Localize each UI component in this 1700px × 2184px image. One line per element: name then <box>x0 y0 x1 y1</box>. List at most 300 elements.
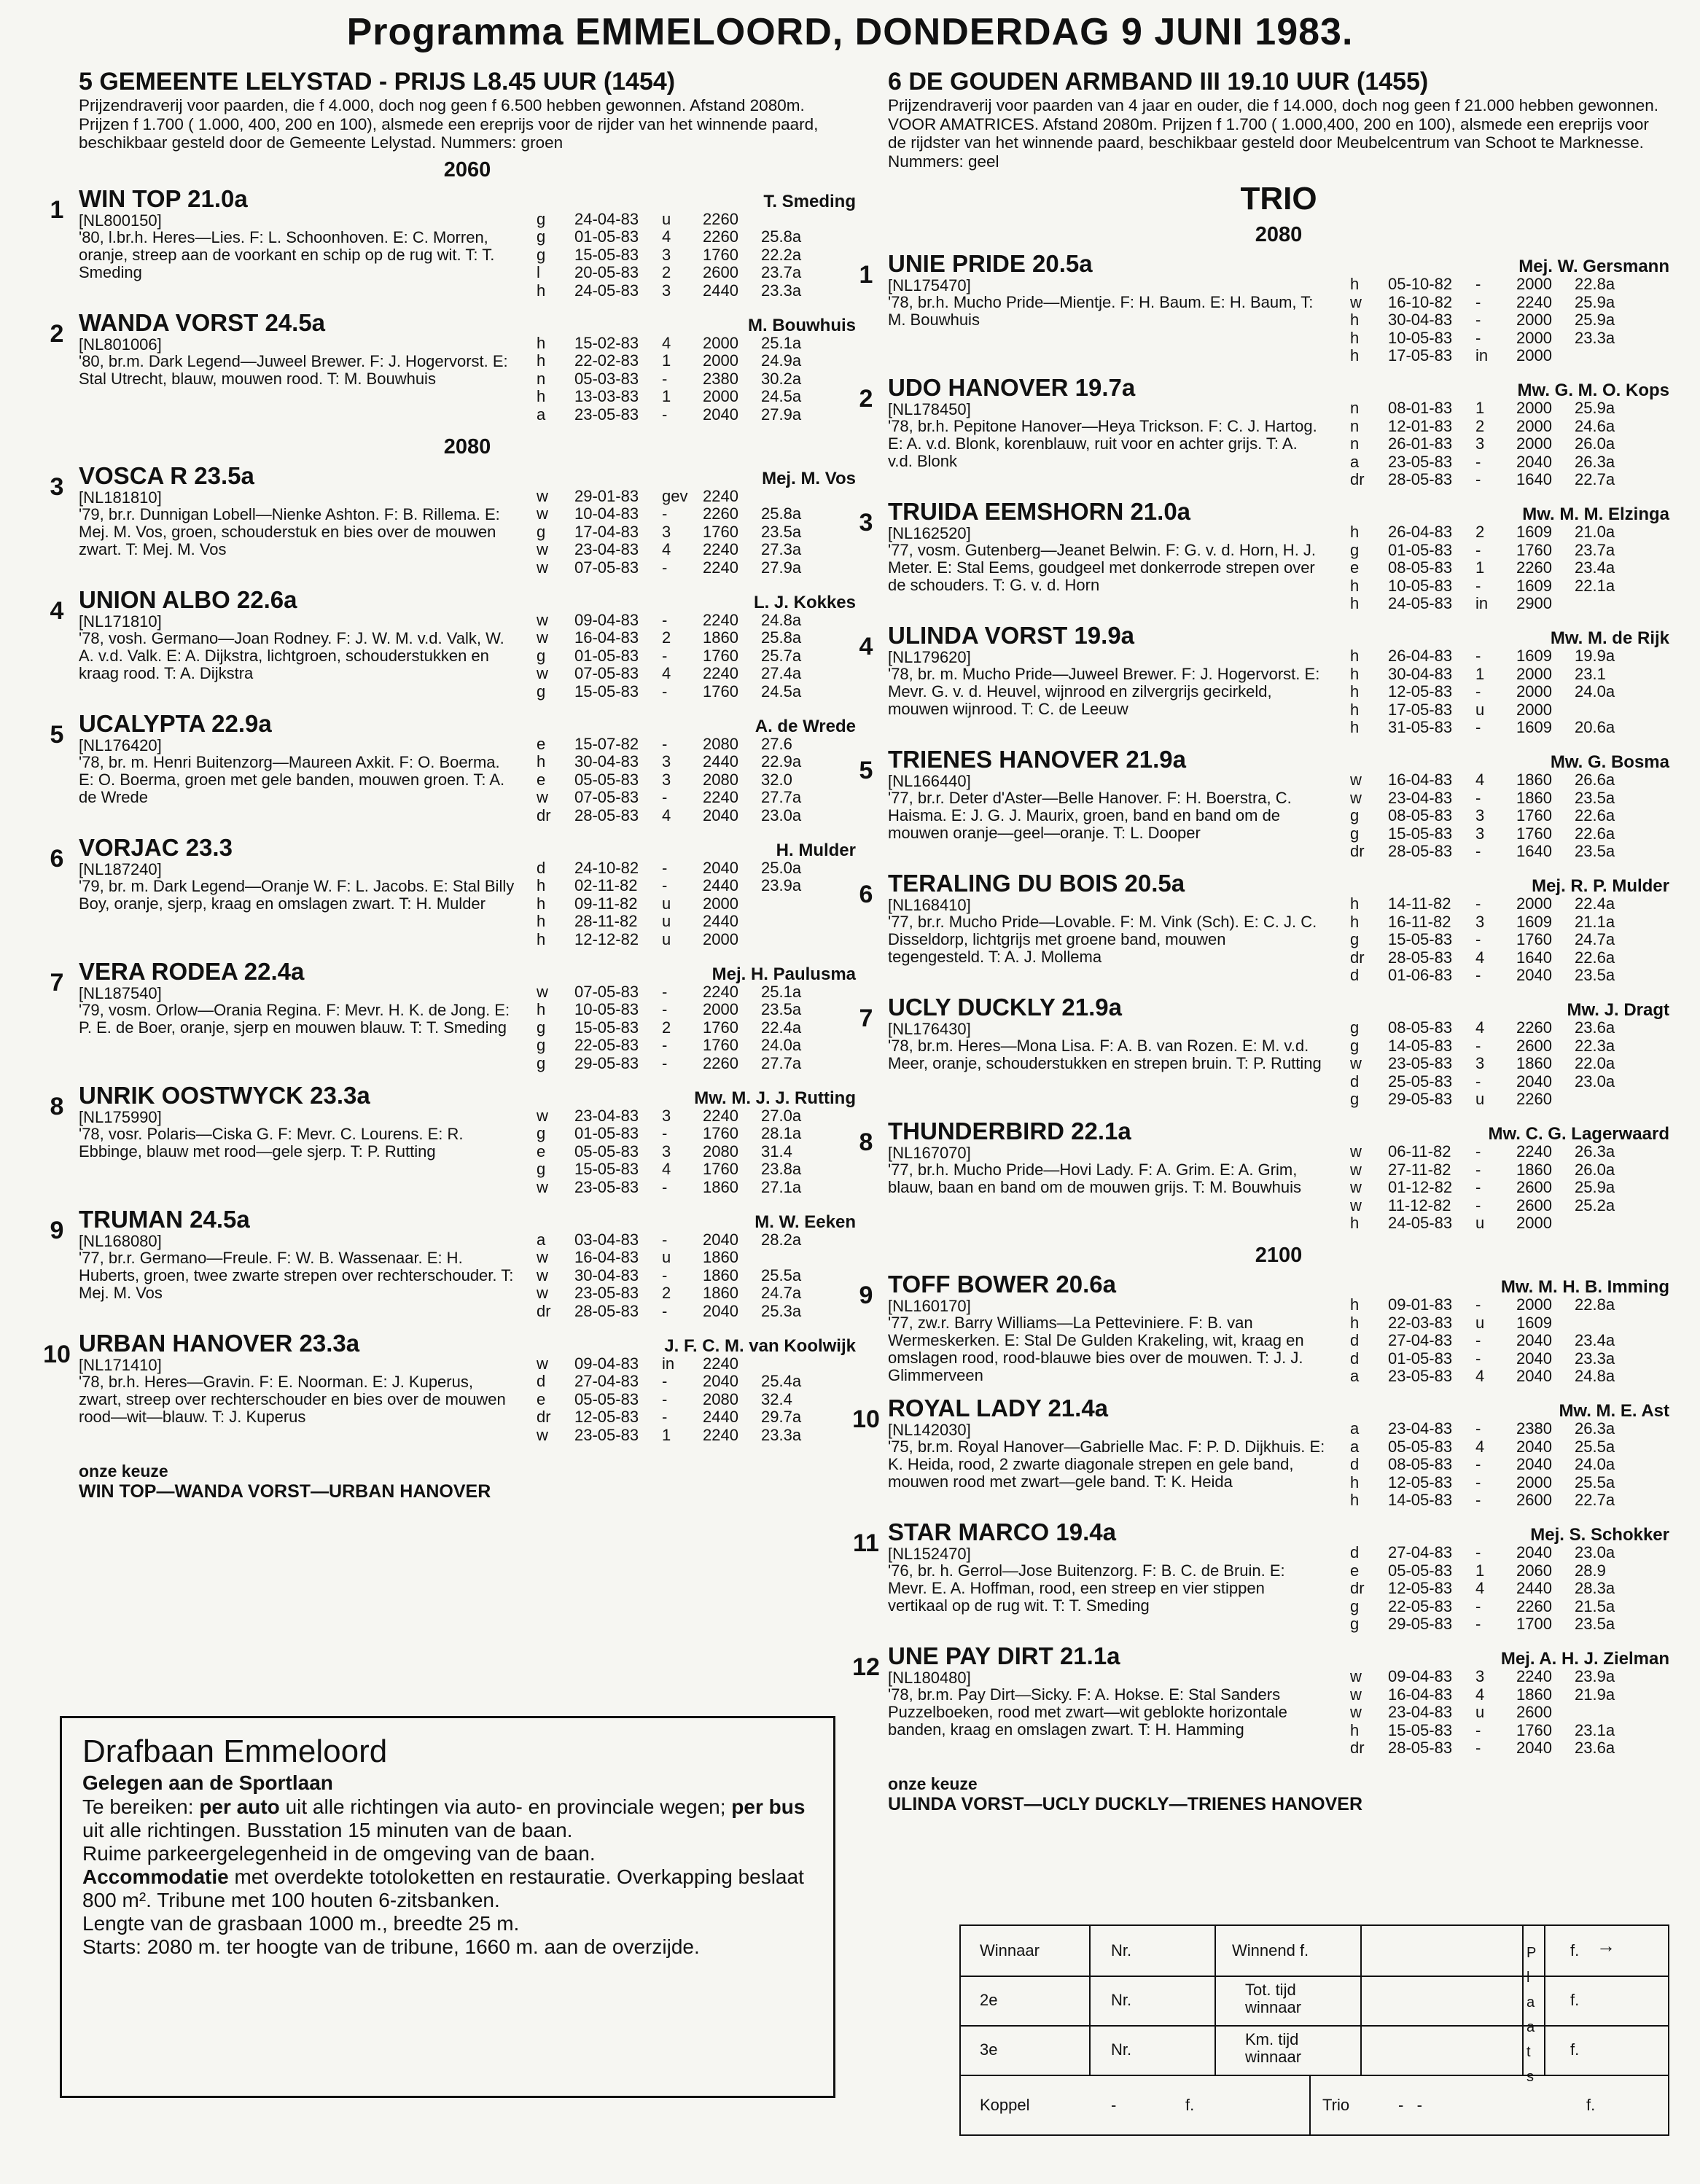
placing: - <box>1475 328 1481 347</box>
race-date: 09-11-82 <box>574 894 638 913</box>
result-row <box>1350 1314 1669 1333</box>
track-code: d <box>1350 1072 1360 1091</box>
placing: 3 <box>662 1142 671 1161</box>
driver-name: Mej. S. Schokker <box>1530 1525 1669 1545</box>
placing: - <box>662 504 668 523</box>
result-row <box>1350 1197 1669 1215</box>
driver-name: A. de Wrede <box>755 716 856 736</box>
placing: - <box>1475 1295 1481 1314</box>
result-row <box>1350 1296 1669 1314</box>
registration: [NL187540] <box>79 983 162 1002</box>
placing: - <box>1475 1160 1481 1179</box>
horse-name: TRUIDA EEMSHORN 21.0a <box>888 498 1191 525</box>
race-date: 08-05-83 <box>1388 806 1453 824</box>
horse-entry <box>859 498 1669 618</box>
result-row <box>537 983 856 1002</box>
race-date: 05-05-83 <box>574 770 639 789</box>
race-date: 25-05-83 <box>1388 1072 1453 1091</box>
driver-name: Mw. G. Bosma <box>1550 752 1669 772</box>
race-distance: 2240 <box>703 1354 738 1373</box>
driver-name: Mw. M. H. B. Imming <box>1500 1277 1669 1297</box>
race-time <box>761 1249 834 1267</box>
race-date: 02-11-82 <box>574 876 638 894</box>
race-time: 23.3a <box>761 1425 802 1444</box>
race-time: 23.6a <box>1575 1018 1615 1037</box>
results-list <box>1350 1668 1669 1758</box>
entry-number: 11 <box>853 1529 879 1557</box>
race-distance: 2240 <box>703 1106 738 1125</box>
entry-number: 10 <box>43 1340 71 1368</box>
race-distance: 1760 <box>703 1036 738 1054</box>
race-distance: 1760 <box>703 646 738 665</box>
race-time: 23.1 <box>1575 664 1606 683</box>
race-date: 23-04-83 <box>574 540 639 558</box>
race-time: 25.3a <box>761 1301 802 1320</box>
race-date: 05-05-83 <box>574 1142 639 1161</box>
race-date: 30-04-83 <box>1388 664 1453 683</box>
race-date: 14-11-82 <box>1388 894 1451 913</box>
placing: in <box>1475 594 1489 612</box>
keuze-label: onze keuze <box>888 1774 978 1793</box>
placing: 3 <box>1475 806 1485 824</box>
placing: - <box>1475 292 1481 311</box>
placing: 2 <box>1475 416 1485 435</box>
placing: 4 <box>1475 1579 1485 1597</box>
race-time: 23.0a <box>761 806 802 824</box>
race-date: 24-04-83 <box>574 209 639 228</box>
race-distance: 1860 <box>703 1284 738 1302</box>
results-list <box>1350 399 1669 489</box>
race-distance: 2040 <box>703 806 738 824</box>
track-code: g <box>537 245 546 264</box>
text: Accommodatie <box>82 1865 229 1888</box>
horse-entry <box>50 308 856 429</box>
third-label: 3e <box>980 2040 998 2059</box>
race-distance: 2240 <box>703 982 738 1001</box>
race-distance: 2240 <box>703 1425 738 1444</box>
result-row <box>537 505 856 523</box>
result-row <box>1350 1214 1669 1233</box>
distance-heading: 2080 <box>443 434 491 459</box>
result-row <box>537 1161 856 1179</box>
placing: - <box>662 1372 668 1390</box>
result-row <box>1350 843 1669 861</box>
result-row <box>537 352 856 370</box>
race-time: 24.8a <box>1575 1367 1615 1385</box>
result-row <box>537 1427 856 1445</box>
placing: 2 <box>662 1018 671 1037</box>
race-distance: 2000 <box>703 929 738 948</box>
horse-description: '79, br.r. Dunnigan Lobell—Nienke Ashton. F: B. Rillema. E: Mej. M. Vos, groen, schouderstuk en bies over de mouwen zwart. T: Mej. M. Vos <box>79 504 500 558</box>
placing: gev <box>662 486 688 505</box>
track-code: g <box>1350 1036 1360 1055</box>
race-title: 5 GEMEENTE LELYSTAD - PRIJS L8.45 UUR (1454) <box>79 68 676 95</box>
result-row <box>1350 1739 1669 1758</box>
placing: 1 <box>1475 558 1485 577</box>
race-time: 26.0a <box>1575 1160 1615 1179</box>
result-row <box>537 1303 856 1321</box>
race-time: 22.8a <box>1575 1295 1615 1314</box>
registration: [NL162520] <box>888 524 971 542</box>
race-distance: 2240 <box>703 558 738 577</box>
divider <box>1544 2025 1668 2027</box>
nr-label: Nr. <box>1111 1941 1132 1959</box>
race-time: 27.0a <box>761 1106 802 1125</box>
results-list <box>1350 1420 1669 1510</box>
track-code: e <box>537 1142 546 1161</box>
placing: - <box>662 558 668 577</box>
driver-name: Mw. M. M. Elzinga <box>1522 504 1669 524</box>
placing: 3 <box>1475 434 1485 453</box>
race-distance: 1640 <box>1516 470 1552 488</box>
race-distance: 2080 <box>703 1142 738 1161</box>
race-distance: 2440 <box>1516 1579 1552 1597</box>
registration: [NL168080] <box>79 1231 162 1250</box>
race-5-column <box>43 67 856 1502</box>
track-code: n <box>1350 416 1360 435</box>
placing: 3 <box>1475 1054 1485 1072</box>
result-row <box>537 1037 856 1055</box>
race-distance: 2000 <box>703 387 738 405</box>
track-code: w <box>1350 788 1362 807</box>
race-distance: 2080 <box>703 770 738 789</box>
registration: [NL187240] <box>79 859 162 878</box>
race-date: 23-04-83 <box>1388 788 1453 807</box>
horse-name: UCALYPTA 22.9a <box>79 709 272 737</box>
results-list <box>537 211 856 300</box>
tot-tijd-label: Tot. tijd winnaar <box>1245 1981 1302 2016</box>
track-code: d <box>1350 1455 1360 1473</box>
registration: [NL142030] <box>888 1421 971 1439</box>
track-code: d <box>537 1372 546 1390</box>
entry-number: 5 <box>859 757 873 784</box>
race-distance: 2040 <box>703 858 738 877</box>
result-row <box>537 665 856 683</box>
race-date: 15-05-83 <box>574 245 639 264</box>
driver-name: Mw. M. J. J. Rutting <box>694 1088 856 1108</box>
race-distance: 2000 <box>1516 328 1552 347</box>
race-date: 23-04-83 <box>1388 1703 1453 1721</box>
race-distance: 2240 <box>703 540 738 558</box>
text: uit alle richtingen. Busstation 15 minuten van de baan. <box>82 1819 573 1841</box>
track-code: h <box>537 351 546 370</box>
result-row <box>1350 1456 1669 1474</box>
track-code: g <box>1350 1596 1360 1615</box>
race-distance: 2000 <box>1516 682 1552 701</box>
track-code: h <box>1350 1473 1360 1491</box>
f-label: f. <box>1586 2096 1596 2114</box>
distance-heading: 2100 <box>1255 1244 1303 1267</box>
race-distance: 1609 <box>1516 1313 1552 1332</box>
race-time: 22.2a <box>761 245 802 264</box>
horse-description: '77, br.r. Mucho Pride—Lovable. F: M. Vink (Sch). E: C. J. C. Disseldorp, lichtgrijs met groene band, mouwen tegengesteld. T: A. J. Mollema <box>888 913 1317 966</box>
track-code: w <box>537 788 548 806</box>
race-distance: 2600 <box>1516 1036 1552 1055</box>
horse-entry <box>43 1329 856 1450</box>
race-time: 23.9a <box>1575 1667 1615 1685</box>
race-date: 07-05-83 <box>574 664 639 682</box>
race-distance: 2240 <box>1516 1667 1552 1685</box>
race-time: 23.5a <box>761 1000 802 1018</box>
horse-description: '80, br.m. Dark Legend—Juweel Brewer. F: J. Hogervorst. E: Stal Utrecht, blauw, mouwen rood. T: M. Bouwhuis <box>79 351 508 388</box>
result-row <box>1350 399 1669 418</box>
result-row <box>1350 329 1669 348</box>
race-time: 23.4a <box>1575 558 1615 577</box>
race-date: 03-04-83 <box>574 1230 639 1249</box>
track-code: g <box>537 682 546 701</box>
horse-description: '77, vosm. Gutenberg—Jeanet Belwin. F: G. v. d. Horn, H. J. Meter. E: Stal Eems, goudgeel met donkerrode strepen over de schouders. T: G. v. d. Horn <box>888 541 1317 594</box>
race-distance: 1700 <box>1516 1615 1552 1633</box>
track-code: h <box>1350 1313 1360 1332</box>
horse-name: TRIENES HANOVER 21.9a <box>888 746 1186 773</box>
result-row <box>537 895 856 913</box>
race-distance: 2000 <box>1516 416 1552 435</box>
result-row <box>1350 1491 1669 1510</box>
race-distance: 2440 <box>703 1408 738 1426</box>
race-date: 22-02-83 <box>574 351 639 370</box>
race-time: 23.5a <box>1575 842 1615 860</box>
placing: - <box>1475 576 1481 595</box>
nr-label: Nr. <box>1111 2040 1132 2059</box>
race-date: 17-04-83 <box>574 522 639 541</box>
keuze-text: ULINDA VORST—UCLY DUCKLY—TRIENES HANOVER <box>888 1794 1363 1814</box>
race-distance: 2240 <box>703 664 738 682</box>
results-list <box>537 1107 856 1197</box>
track-code: h <box>537 912 546 930</box>
dash: - - <box>1398 2096 1422 2114</box>
race-time: 23.5a <box>1575 788 1615 807</box>
race-time: 22.1a <box>1575 576 1615 595</box>
race-distance: 2000 <box>703 1000 738 1018</box>
race-date: 24-05-83 <box>1388 594 1453 612</box>
race-date: 26-04-83 <box>1388 647 1453 665</box>
horse-entry <box>859 994 1669 1114</box>
driver-name: Mej. A. H. J. Zielman <box>1500 1649 1669 1669</box>
placing: u <box>1475 700 1485 719</box>
race-distance: 2000 <box>1516 275 1552 293</box>
race-time: 32.4 <box>761 1389 792 1408</box>
entry-number: 4 <box>50 596 64 625</box>
result-row <box>1350 418 1669 436</box>
race-date: 01-05-83 <box>1388 1349 1453 1368</box>
race-date: 23-05-83 <box>574 405 639 424</box>
horse-description: '78, br.m. Pay Dirt—Sicky. F: A. Hokse. E: Stal Sanders Puzzelboeken, rood met zwart—wit geblokte horizontale banden, kraag en omslagen zwart. T: H. Hamming <box>888 1685 1287 1739</box>
race-distance: 2000 <box>1516 1295 1552 1314</box>
race-distance: 2040 <box>1516 1455 1552 1473</box>
horse-description: '77, zw.r. Barry Williams—La Petteviniere. F: B. van Wermeskerken. E: Stal De Gulden Krakeling, wit, kraag en omslagen rood, rood-blauwe bies over de mouwen. T: J. J. Glimmerveen <box>888 1314 1304 1384</box>
placing: - <box>662 1053 668 1072</box>
track-code: w <box>537 486 548 505</box>
track-code: d <box>1350 1543 1360 1561</box>
race-date: 15-05-83 <box>574 682 639 701</box>
registration: [NL171410] <box>79 1355 162 1374</box>
race-date: 16-04-83 <box>1388 1685 1453 1704</box>
race-date: 28-05-83 <box>1388 1739 1453 1757</box>
placing: - <box>662 734 668 753</box>
placing: u <box>662 894 671 913</box>
race-distance: 2600 <box>1516 1703 1552 1721</box>
race-distance: 2380 <box>703 369 738 388</box>
track-code: h <box>1350 328 1360 347</box>
race-time: 27.7a <box>761 1053 802 1072</box>
result-row <box>1350 1474 1669 1492</box>
horse-name: ROYAL LADY 21.4a <box>888 1395 1109 1421</box>
race-distance: 2000 <box>1516 311 1552 329</box>
race-distance: 1860 <box>703 628 738 647</box>
race-time: 24.8a <box>761 610 802 629</box>
placing: - <box>1475 311 1481 329</box>
placing: - <box>662 1389 668 1408</box>
track-code: g <box>1350 806 1360 824</box>
race-date: 22-05-83 <box>1388 1596 1453 1615</box>
race-date: 15-05-83 <box>574 1160 639 1178</box>
race-distance: 1860 <box>1516 1054 1552 1072</box>
race-date: 14-05-83 <box>1388 1491 1453 1509</box>
horse-entry <box>50 184 856 305</box>
registration: [NL801006] <box>79 335 162 354</box>
race-date: 16-04-83 <box>1388 771 1453 789</box>
race-time: 23.7a <box>761 263 802 281</box>
race-date: 05-05-83 <box>1388 1561 1453 1580</box>
text: Te bereiken: <box>82 1795 200 1818</box>
horse-name: VOSCA R 23.5a <box>79 461 254 489</box>
result-row <box>537 406 856 424</box>
race-time: 22.4a <box>1575 894 1615 913</box>
race-date: 30-04-83 <box>574 1265 639 1284</box>
race-date: 27-04-83 <box>1388 1331 1453 1349</box>
winnaar-label: Winnaar <box>980 1941 1040 1959</box>
placing: - <box>1475 1455 1481 1473</box>
result-row <box>1350 701 1669 719</box>
race-time <box>761 931 834 949</box>
result-row <box>537 683 856 701</box>
result-row <box>1350 1179 1669 1197</box>
race-date: 23-05-83 <box>1388 1367 1453 1385</box>
race-distance: 2040 <box>1516 1072 1552 1091</box>
race-time: 25.4a <box>761 1372 802 1390</box>
registration: [NL168410] <box>888 896 971 914</box>
race-time: 24.0a <box>1575 682 1615 701</box>
race-distance: 2600 <box>1516 1491 1552 1509</box>
horse-entry <box>859 746 1669 866</box>
race-time: 23.6a <box>1575 1739 1615 1757</box>
track-code: e <box>537 1389 546 1408</box>
race-time: 25.8a <box>761 628 802 647</box>
horse-name: STAR MARCO 19.4a <box>888 1518 1116 1545</box>
race-distance: 2080 <box>703 1389 738 1408</box>
race-distance: 2040 <box>703 1301 738 1320</box>
result-row <box>1350 1019 1669 1037</box>
track-code: dr <box>1350 1579 1365 1597</box>
race-time <box>761 211 834 229</box>
race-distance: 2000 <box>1516 700 1552 719</box>
race-date: 12-01-83 <box>1388 416 1453 435</box>
race-distance: 1860 <box>703 1265 738 1284</box>
placing: 3 <box>662 1106 671 1125</box>
track-code: h <box>1350 346 1360 364</box>
track-code: w <box>1350 1178 1362 1196</box>
placing: 3 <box>1475 1667 1485 1685</box>
track-code: n <box>1350 399 1360 417</box>
track-code: dr <box>1350 842 1365 860</box>
race-distance: 2440 <box>703 912 738 930</box>
page-title: Programma EMMELOORD, DONDERDAG 9 JUNI 1983. <box>346 11 1354 53</box>
horse-entry <box>852 1395 1669 1515</box>
track-code: dr <box>537 1301 551 1320</box>
race-date: 27-11-82 <box>1388 1160 1451 1179</box>
race-time: 25.0a <box>761 858 802 877</box>
track-code: h <box>1350 647 1360 665</box>
race-time <box>761 895 834 913</box>
result-row <box>1350 1722 1669 1740</box>
track-code: w <box>537 1425 548 1444</box>
race-distance: 1609 <box>1516 718 1552 736</box>
placing: - <box>662 1408 668 1426</box>
result-row <box>1350 1161 1669 1179</box>
f-label: f. <box>1185 2096 1195 2114</box>
result-row <box>1350 595 1669 613</box>
race-date: 23-05-83 <box>574 1425 639 1444</box>
race-distance: 2600 <box>1516 1196 1552 1214</box>
placing: 3 <box>662 752 671 771</box>
trio-label: Trio <box>1322 2096 1350 2114</box>
placing: 1 <box>1475 399 1485 417</box>
race-time: 23.3a <box>1575 328 1615 347</box>
placing: 4 <box>662 806 671 824</box>
divider <box>1522 1926 1524 2075</box>
track-code: e <box>1350 558 1360 577</box>
horse-entry <box>859 374 1669 494</box>
result-row <box>537 488 856 506</box>
placing: - <box>1475 842 1481 860</box>
race-time: 25.9a <box>1575 399 1615 417</box>
result-row <box>537 1179 856 1197</box>
race-distance: 2040 <box>703 1230 738 1249</box>
results-list <box>1350 1019 1669 1109</box>
result-row <box>1350 347 1669 365</box>
race-distance: 2040 <box>1516 1349 1552 1368</box>
race-time: 25.5a <box>761 1265 802 1284</box>
track-code: h <box>1350 311 1360 329</box>
race-time: 23.5a <box>1575 1615 1615 1633</box>
result-row <box>1350 719 1669 737</box>
result-row <box>537 264 856 282</box>
race-time: 28.2a <box>761 1230 802 1249</box>
race-distance: 2440 <box>703 752 738 771</box>
result-row <box>1350 1368 1669 1386</box>
results-list <box>1350 1544 1669 1634</box>
track-code: w <box>1350 1142 1362 1161</box>
entry-number: 3 <box>859 509 873 537</box>
results-list <box>1350 771 1669 861</box>
result-row <box>537 211 856 229</box>
race-distance: 2040 <box>1516 1543 1552 1561</box>
placing: - <box>662 876 668 894</box>
race-date: 24-10-82 <box>574 858 639 877</box>
race-date: 15-05-83 <box>1388 930 1453 948</box>
race-distance: 2240 <box>703 486 738 505</box>
result-row <box>537 629 856 647</box>
registration: [NL167070] <box>888 1144 971 1162</box>
race-time: 24.6a <box>1575 416 1615 435</box>
result-row <box>1350 1073 1669 1091</box>
track-code: d <box>1350 966 1360 984</box>
race-distance: 2040 <box>1516 966 1552 984</box>
horse-description: '78, vosr. Polaris—Ciska G. F: Mevr. C. Lourens. E: R. Ebbinge, blauw met rood—gele sjerp. T: P. Rutting <box>79 1124 464 1161</box>
placing: 4 <box>1475 1437 1485 1456</box>
horse-name: THUNDERBIRD 22.1a <box>888 1118 1131 1144</box>
race-time: 26.0a <box>1575 434 1615 453</box>
